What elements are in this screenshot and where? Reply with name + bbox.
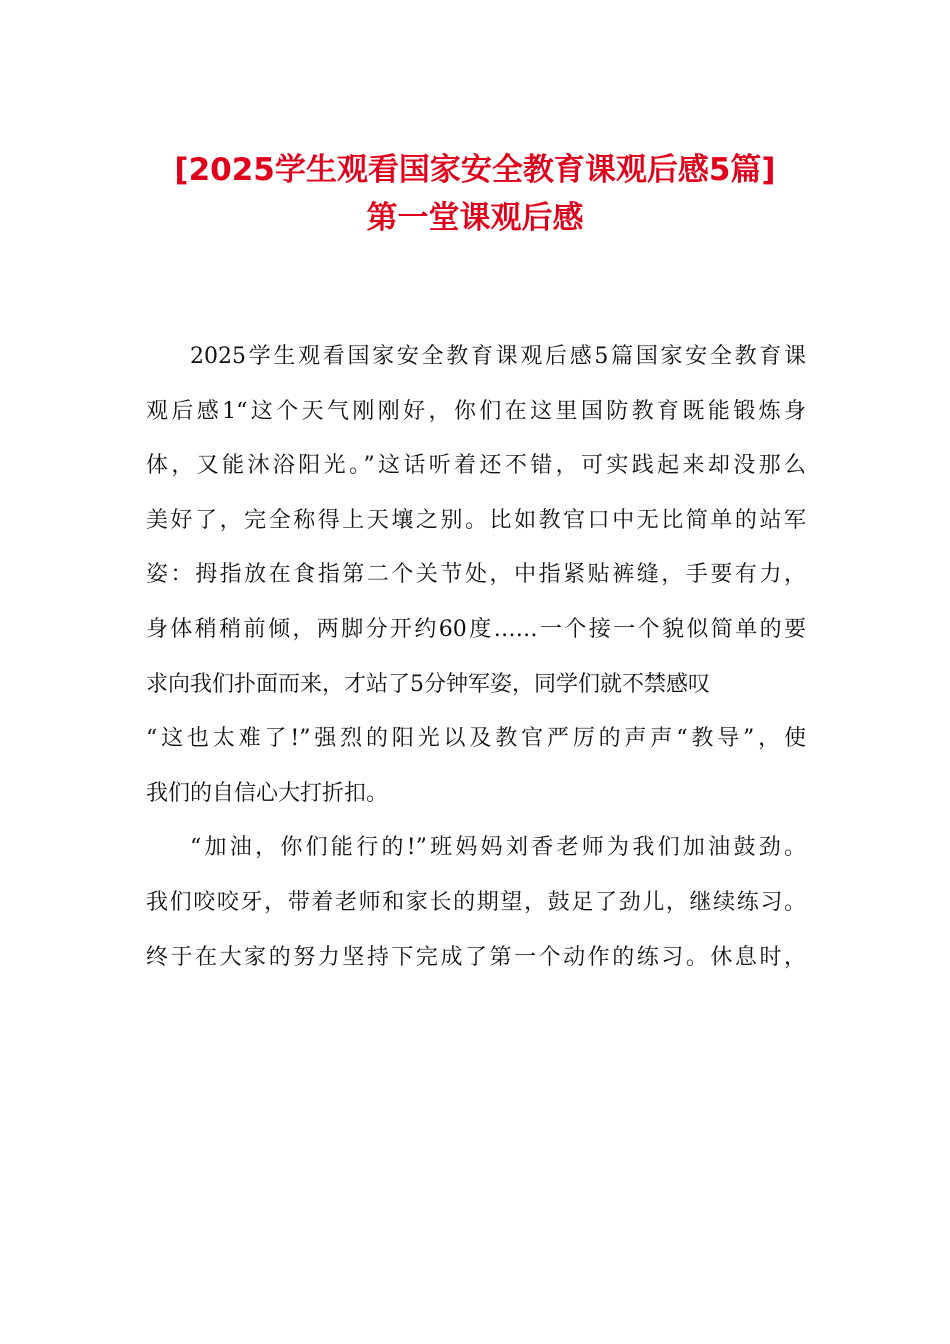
paragraph-line: 观后感1“这个天气刚刚好，你们在这里国防教育既能锻炼身: [146, 398, 806, 424]
paragraph-line: 我们咬咬牙，带着老师和家长的期望，鼓足了劲儿，继续练习。: [146, 889, 806, 915]
paragraph-line: 姿：拇指放在食指第二个关节处，中指紧贴裤缝，手要有力，: [146, 562, 806, 588]
paragraph-line: 终于在大家的努力坚持下完成了第一个动作的练习。休息时，: [146, 944, 806, 970]
title-line-1: [2025学生观看国家安全教育课观后感5篇]: [174, 152, 776, 188]
document-body: [146, 330, 806, 985]
document-title: [0, 146, 950, 242]
paragraph-line: 我们的自信心大打折扣。: [146, 780, 389, 806]
paragraph-line: 2025学生观看国家安全教育课观后感5篇国家安全教育课: [190, 344, 806, 369]
paragraph-line: “加油，你们能行的!”班妈妈刘香老师为我们加油鼓劲。: [190, 835, 806, 861]
paragraph-line: 求向我们扑面而来，才站了5分钟军姿，同学们就不禁感叹: [146, 671, 710, 697]
paragraph-line: 体，又能沐浴阳光。”这话听着还不错，可实践起来却没那么: [146, 453, 806, 479]
title-line-2: 第一堂课观后感: [366, 200, 584, 236]
paragraph-line: “这也太难了!”强烈的阳光以及教官严厉的声声“教导”，使: [146, 726, 806, 752]
paragraph-2: [146, 821, 806, 985]
paragraph-1: [146, 330, 806, 821]
paragraph-line: 美好了，完全称得上天壤之别。比如教官口中无比简单的站军: [146, 507, 806, 533]
paragraph-line: 身体稍稍前倾，两脚分开约60度……一个接一个貌似简单的要: [146, 616, 806, 642]
